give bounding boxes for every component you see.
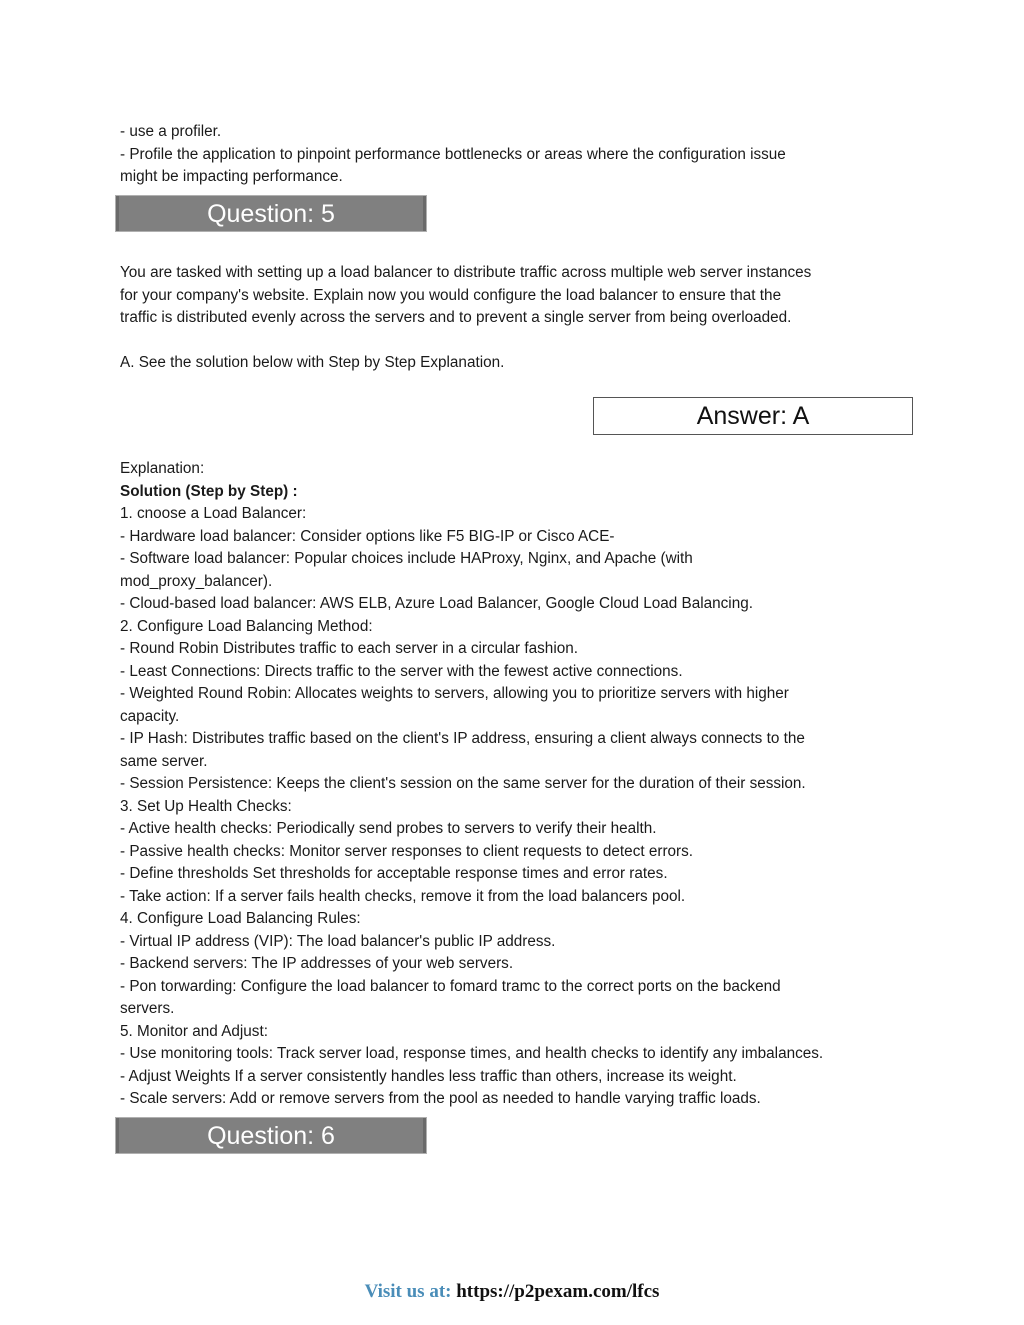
solution-line: 5. Monitor and Adjust:: [120, 1022, 268, 1040]
explanation-label: Explanation:: [120, 460, 205, 477]
solution-line: - Weighted Round Robin: Allocates weights to servers, allowing you to prioritize servers with higher: [120, 685, 789, 702]
solution-heading: Solution (Step by Step) :: [120, 482, 298, 500]
solution-line: servers.: [120, 1000, 175, 1017]
solution-line: - Take action: If a server fails health checks, remove it from the load balancers pool.: [120, 887, 686, 905]
solution-line: - Active health checks: Periodically send probes to servers to verify their health.: [120, 820, 657, 837]
solution-line: 1. cnoose a Load Balancer:: [120, 505, 307, 522]
solution-line: - Scale servers: Add or remove servers from the pool as needed to handle varying traffic loads.: [120, 1090, 761, 1107]
solution-line: - Pon torwarding: Configure the load balancer to fomard tramc to the correct ports on the backend: [120, 977, 781, 995]
footer: [0, 1281, 1024, 1303]
question-5-banner: [115, 195, 427, 232]
solution-line: 3. Set Up Health Checks:: [120, 797, 292, 815]
solution-line: - Cloud-based load balancer: AWS ELB, Azure Load Balancer, Google Cloud Load Balancing.: [120, 595, 753, 612]
answer-label: Answer: A: [696, 402, 810, 430]
question-6-label: Question: 6: [207, 1122, 335, 1150]
solution-line: - Define thresholds Set thresholds for acceptable response times and error rates.: [120, 865, 668, 882]
intro-line: - use a profiler.: [120, 123, 222, 140]
solution-line: 2. Configure Load Balancing Method:: [120, 617, 373, 635]
solution-line: - Use monitoring tools: Track server load, response times, and health checks to identify any imbalances.: [120, 1045, 824, 1062]
option-a: A. See the solution below with Step by Step Explanation.: [120, 354, 505, 371]
footer-label: Visit us at:: [364, 1281, 452, 1302]
question-6-banner: [115, 1117, 427, 1154]
solution-line: - Software load balancer: Popular choices include HAProxy, Nginx, and Apache (with: [120, 550, 693, 567]
solution-line: 4. Configure Load Balancing Rules:: [120, 910, 361, 927]
solution-line: same server.: [120, 752, 208, 770]
solution-line: - Least Connections: Directs traffic to the server with the fewest active connections.: [120, 662, 683, 680]
solution-line: - IP Hash: Distributes traffic based on the client's IP address, ensuring a client always connects to the: [120, 730, 805, 747]
solution-line: - Round Robin Distributes traffic to each server in a circular fashion.: [120, 640, 578, 657]
question-line: for your company's website. Explain now you would configure the load balancer to ensure that the: [120, 286, 782, 304]
footer-url[interactable]: https://p2pexam.com/lfcs: [456, 1281, 660, 1302]
answer-box: [593, 397, 913, 435]
intro-line: - Profile the application to pinpoint performance bottlenecks or areas where the configuration issue: [120, 145, 786, 163]
question-5-label: Question: 5: [207, 200, 335, 228]
solution-line: - Backend servers: The IP addresses of your web servers.: [120, 955, 514, 972]
solution-line: - Virtual IP address (VIP): The load balancer's public IP address.: [120, 932, 556, 950]
solution-line: capacity.: [120, 707, 180, 725]
question-line: You are tasked with setting up a load balancer to distribute traffic across multiple web server instances: [120, 264, 812, 281]
intro-line: might be impacting performance.: [120, 168, 343, 185]
solution-line: - Adjust Weights If a server consistently handles less traffic than others, increase its weight.: [120, 1067, 737, 1085]
solution-line: mod_proxy_balancer).: [120, 572, 273, 590]
solution-line: - Passive health checks: Monitor server responses to client requests to detect errors.: [120, 842, 694, 860]
solution-line: - Hardware load balancer: Consider options like F5 BIG-IP or Cisco ACE-: [120, 527, 615, 545]
solution-line: - Session Persistence: Keeps the client's session on the same server for the duration of their session.: [120, 775, 806, 792]
question-line: traffic is distributed evenly across the servers and to prevent a single server from being overloaded.: [120, 309, 792, 326]
